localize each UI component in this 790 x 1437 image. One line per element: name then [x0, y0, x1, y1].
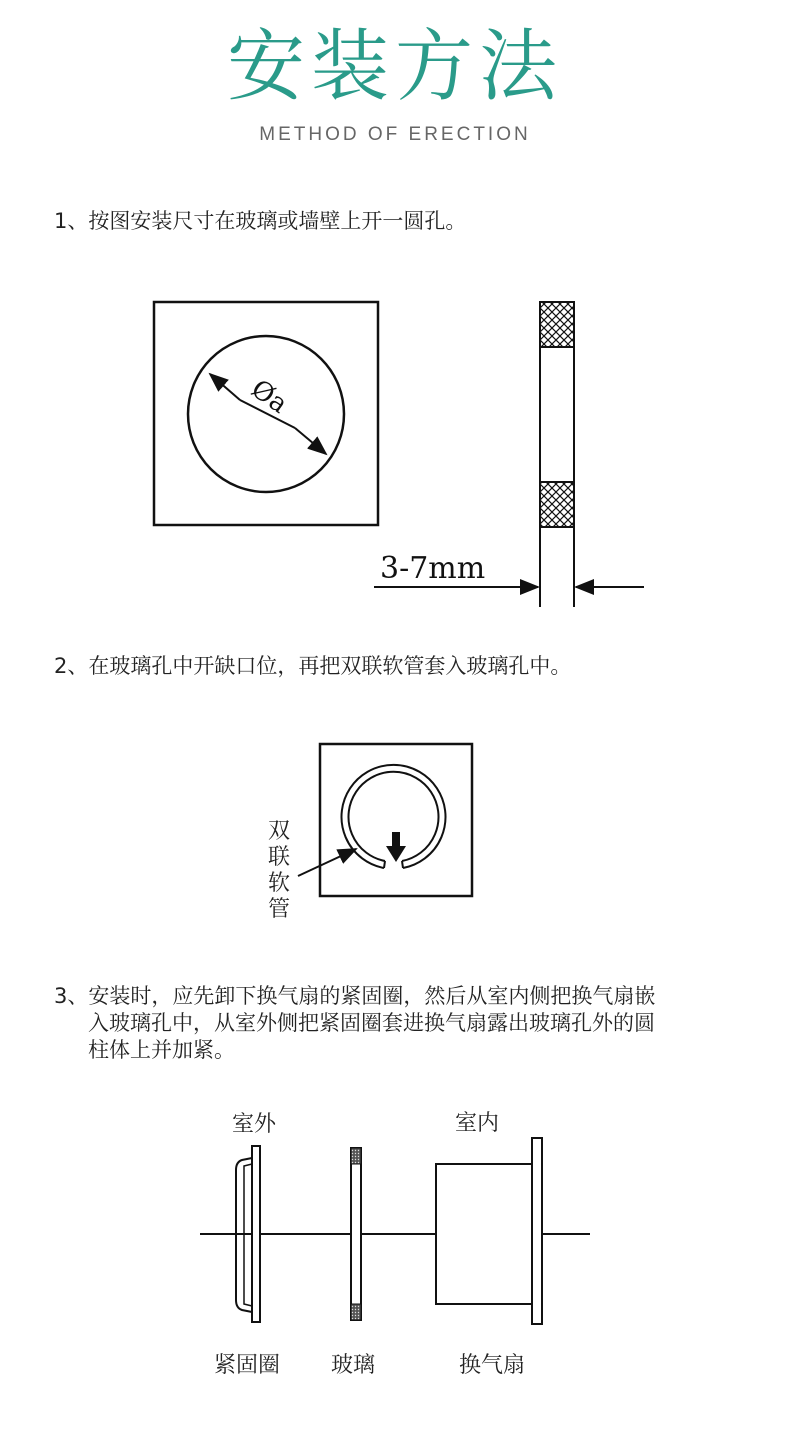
page-title: 安装方法	[226, 22, 563, 112]
step-2-text: 2、在玻璃孔中开缺口位，再把双联软管套入玻璃孔中。	[54, 654, 572, 678]
glass-pane-shape	[351, 1148, 361, 1320]
page-subtitle: METHOD OF ERECTION	[259, 124, 531, 145]
fan-label: 换气扇	[459, 1353, 526, 1378]
svg-text:管: 管	[268, 897, 291, 922]
svg-text:软: 软	[268, 871, 291, 896]
indoor-label: 室内	[455, 1111, 500, 1136]
step-1-text: 1、按图安装尺寸在玻璃或墙壁上开一圆孔。	[54, 209, 467, 233]
step-3-line-3: 柱体上并加紧。	[88, 1038, 235, 1062]
outdoor-label: 室外	[232, 1112, 277, 1137]
step-3-line-2: 入玻璃孔中，从室外侧把紧固圈套进换气扇露出玻璃孔外的圆	[88, 1011, 655, 1035]
ring-label: 紧固圈	[214, 1353, 281, 1378]
svg-text:联: 联	[268, 845, 291, 870]
thickness-label: 3-7mm	[380, 551, 486, 586]
svg-text:双: 双	[268, 819, 291, 844]
glass-label: 玻璃	[331, 1353, 376, 1378]
step-3-line-1: 3、安装时，应先卸下换气扇的紧固圈，然后从室内侧把换气扇嵌	[54, 984, 656, 1008]
fan-body-shape	[436, 1138, 542, 1324]
diameter-label: Øa	[245, 374, 293, 420]
